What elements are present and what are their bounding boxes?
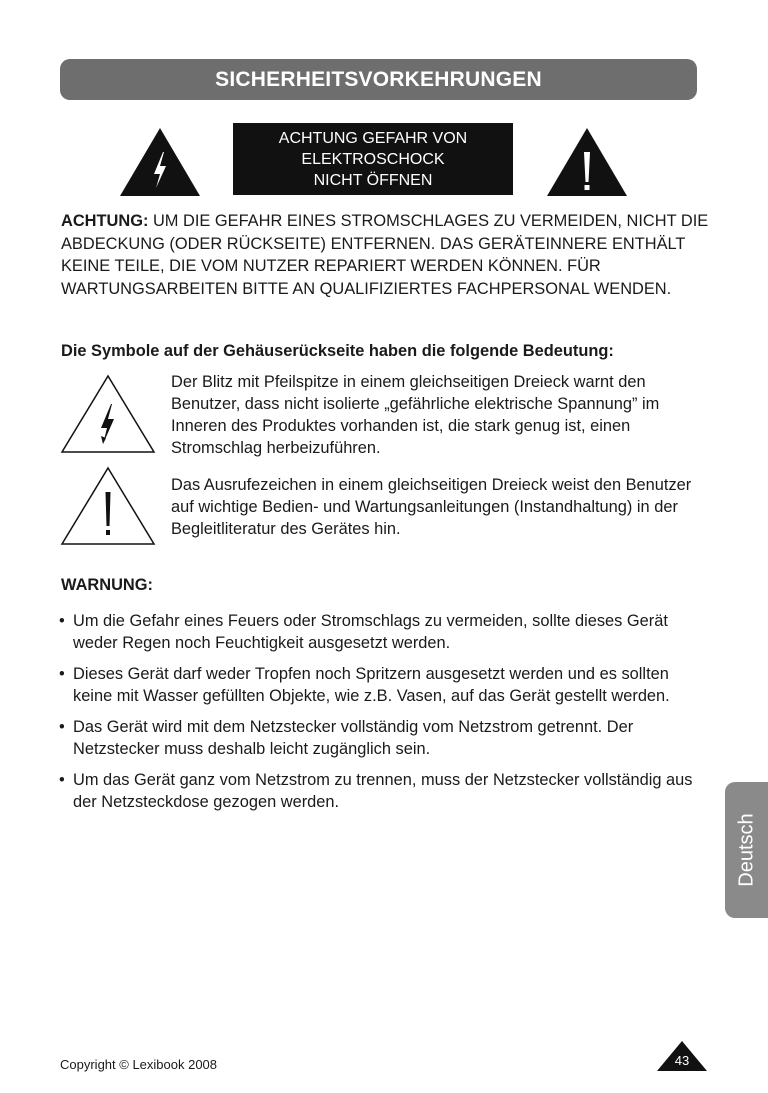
page-number: 43 [674, 1053, 690, 1068]
lightning-warning-icon [118, 126, 202, 198]
list-item: • Das Gerät wird mit dem Netzstecker vollständig vom Netzstrom getrennt. Der Netzstecker muss deshalb leicht zugänglich sein. [59, 716, 709, 760]
section-title-bar [60, 59, 697, 100]
shock-warning-line: ACHTUNG GEFAHR VON [278, 130, 468, 147]
shock-warning-box [233, 123, 513, 195]
list-item: • Dieses Gerät darf weder Tropfen noch Spritzern ausgesetzt werden und es sollten keine mit Wasser gefüllten Objekte, wie z.B. Vasen, auf das Gerät gestellt werden. [59, 663, 709, 707]
page-number-marker [656, 1040, 708, 1072]
warning-banner [0, 120, 768, 200]
caution-paragraph [61, 210, 711, 300]
exclamation-symbol-description: Das Ausrufezeichen in einem gleichseitigen Dreieck weist den Benutzer auf wichtige Bedien- und Wartungsanleitungen (Instandhaltung) in der Begleitliteratur des Gerätes hin. [171, 476, 692, 538]
page-title: SICHERHEITSVORKEHRUNGEN [215, 67, 542, 91]
language-tab-label: Deutsch [735, 813, 757, 887]
warnung-heading: WARNUNG: [61, 576, 153, 594]
lightning-triangle-icon [60, 374, 156, 454]
caution-label: ACHTUNG: [61, 212, 149, 230]
shock-warning-line: ELEKTROSCHOCK [301, 151, 445, 168]
shock-warning-line: NICHT ÖFFNEN [313, 172, 433, 189]
caution-text: UM DIE GEFAHR EINES STROMSCHLAGES ZU VERMEIDEN, NICHT DIE ABDECKUNG (ODER RÜCKSEITE) ENTFERNEN. DAS GERÄTEINNERE ENTHÄLT KEINE TEILE, DIE VOM NUTZER REPARIERT WERDEN KÖNNEN. FÜR WARTUNGSARBEITEN BITTE AN QUALIFIZIERTES FACHPERSONAL WENDEN. [61, 212, 709, 298]
exclamation-triangle-icon [60, 466, 156, 546]
symbols-heading: Die Symbole auf der Gehäuserückseite haben die folgende Bedeutung: [61, 342, 614, 360]
copyright: Copyright © Lexibook 2008 [60, 1057, 218, 1072]
exclamation-warning-icon [545, 126, 629, 198]
list-item: • Um die Gefahr eines Feuers oder Stromschlags zu vermeiden, sollte dieses Gerät weder Regen noch Feuchtigkeit ausgesetzt werden. [59, 610, 709, 654]
list-item: • Um das Gerät ganz vom Netzstrom zu trennen, muss der Netzstecker vollständig aus der Netzsteckdose gezogen werden. [59, 769, 709, 813]
warnung-list [59, 610, 709, 822]
language-tab [725, 782, 768, 918]
lightning-symbol-description: Der Blitz mit Pfeilspitze in einem gleichseitigen Dreieck warnt den Benutzer, dass nicht isolierte „gefährliche elektrische Spannung” im Inneren des Produktes vorhanden ist, die stark genug ist, einen Stromschlag herbeizuführen. [171, 373, 660, 457]
